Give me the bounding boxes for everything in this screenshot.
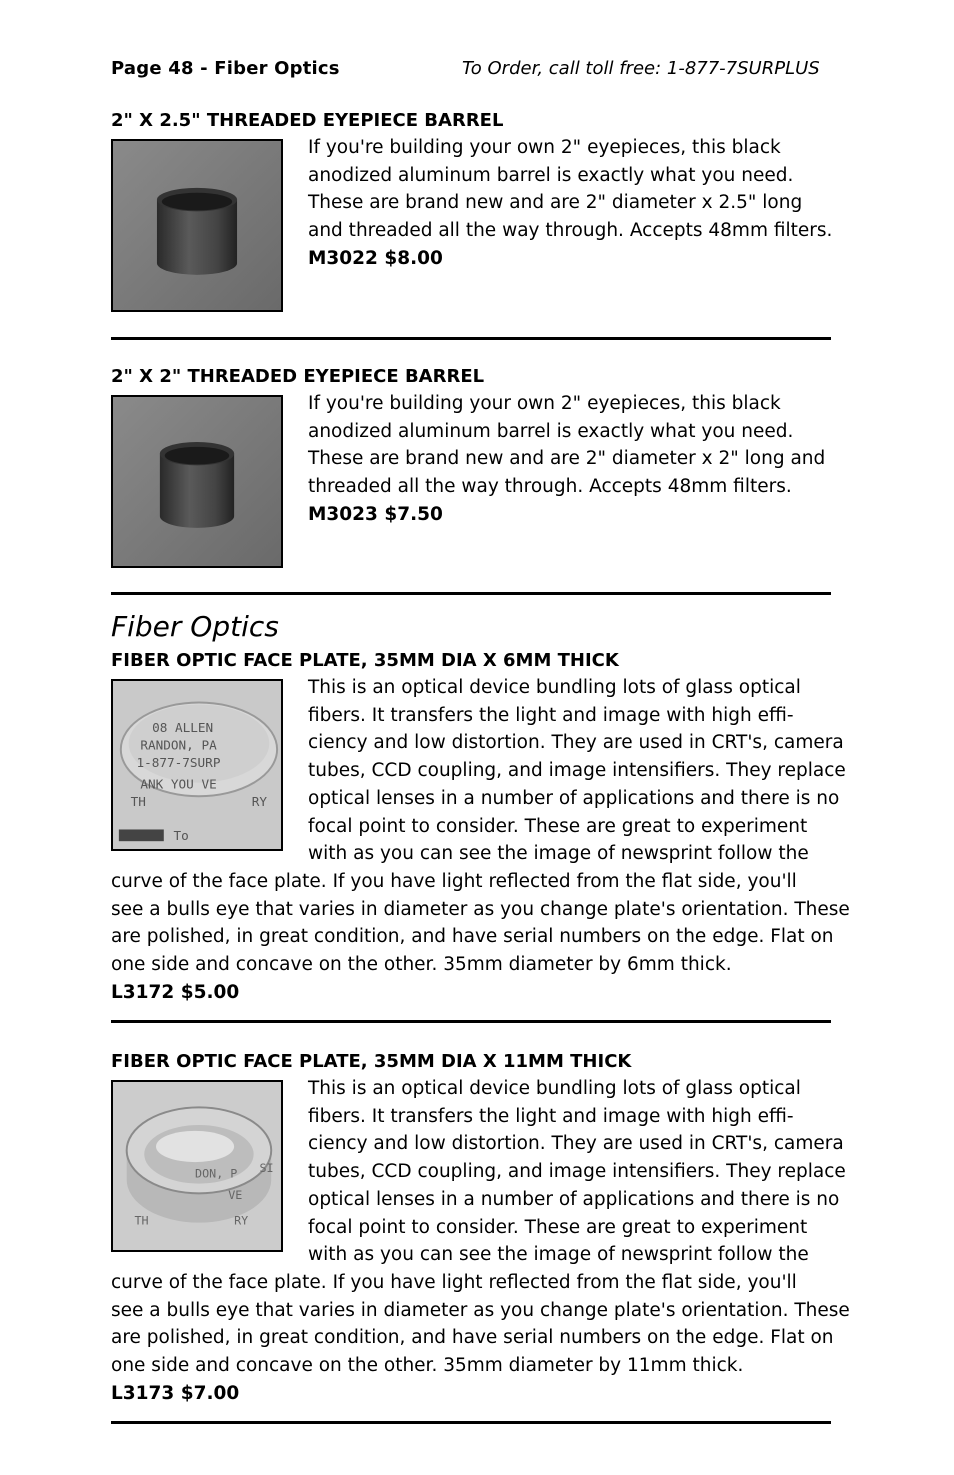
description-line: If you're building your own 2" eyepieces, this black	[308, 393, 781, 414]
product-code-price: M3022 $8.00	[308, 247, 443, 269]
product-photo-barrel	[111, 395, 283, 568]
description-line: one side and concave on the other. 35mm diameter by 6mm thick.	[111, 954, 732, 976]
description-line: curve of the face plate. If you have light reflected from the flat side, you'll	[111, 871, 797, 892]
description-line: tubes, CCD coupling, and image intensifiers. They replace	[308, 760, 846, 782]
divider	[111, 1020, 831, 1023]
divider	[111, 592, 831, 595]
face-plate-image	[113, 1082, 281, 1250]
product-title: FIBER OPTIC FACE PLATE, 35MM DIA X 6MM THICK	[111, 650, 619, 671]
print-text: 08 ALLEN	[152, 719, 214, 735]
product-description	[308, 1075, 848, 1269]
description-line: are polished, in great condition, and have serial numbers on the edge. Flat on	[111, 926, 834, 948]
description-line: These are brand new and are 2" diameter x 2.5" long	[308, 192, 803, 214]
product-code-price: M3023 $7.50	[308, 503, 443, 525]
description-line: curve of the face plate. If you have light reflected from the flat side, you'll	[111, 1272, 797, 1293]
product-description	[308, 674, 848, 868]
description-line: fibers. It transfers the light and image with high effi-	[308, 1105, 794, 1127]
barrel-image	[113, 141, 281, 310]
face-plate-image	[113, 681, 281, 849]
print-text: TH	[130, 794, 146, 810]
description-line: If you're building your own 2" eyepieces, this black	[308, 137, 781, 158]
description-line: fibers. It transfers the light and image with high effi-	[308, 704, 794, 726]
description-line: focal point to consider. These are great to experiment	[308, 815, 808, 837]
product-description-continued	[111, 1269, 851, 1408]
description-line: These are brand new and are 2" diameter x 2" long and	[308, 448, 826, 470]
description-line: This is an optical device bundling lots of glass optical	[308, 677, 801, 698]
product-description-continued	[111, 868, 851, 1007]
description-line: and threaded all the way through. Accepts 48mm filters.	[308, 220, 833, 242]
description-line: optical lenses in a number of applications and there is no	[308, 1188, 840, 1210]
print-text: SI	[259, 1160, 274, 1175]
description-line: with as you can see the image of newsprint follow the	[308, 1244, 809, 1266]
print-text: DON, P	[195, 1166, 238, 1181]
product-code-price: L3173 $7.00	[111, 1382, 240, 1404]
description-line: optical lenses in a number of applications and there is no	[308, 787, 840, 809]
divider	[111, 337, 831, 340]
product-title: 2" X 2.5" THREADED EYEPIECE BARREL	[111, 110, 504, 131]
description-line: see a bulls eye that varies in diameter as you change plate's orientation. These	[111, 898, 850, 920]
description-line: with as you can see the image of newsprint follow the	[308, 843, 809, 865]
print-text: RY	[251, 794, 267, 810]
print-text: RY	[234, 1213, 249, 1228]
product-photo-barrel	[111, 139, 283, 312]
description-line: threaded all the way through. Accepts 48mm filters.	[308, 476, 792, 498]
product-description	[308, 390, 848, 529]
description-line: one side and concave on the other. 35mm diameter by 11mm thick.	[111, 1355, 744, 1377]
print-text: 1-877-7SURP	[136, 754, 221, 770]
description-line: anodized aluminum barrel is exactly what you need.	[308, 420, 794, 442]
description-line: focal point to consider. These are great to experiment	[308, 1216, 808, 1238]
page-label: Page 48 - Fiber Optics	[111, 58, 340, 79]
order-phone-text: To Order, call toll free: 1-877-7SURPLUS	[462, 58, 820, 79]
section-heading: Fiber Optics	[111, 610, 279, 643]
description-line: ciency and low distortion. They are used in CRT's, camera	[308, 732, 844, 754]
print-text: To	[173, 828, 189, 844]
description-line: tubes, CCD coupling, and image intensifiers. They replace	[308, 1161, 846, 1183]
print-text: TH	[134, 1213, 149, 1228]
product-code-price: L3172 $5.00	[111, 981, 240, 1003]
barrel-image	[113, 397, 281, 566]
product-photo-face-plate	[111, 1080, 283, 1252]
product-description	[308, 134, 848, 273]
description-line: This is an optical device bundling lots of glass optical	[308, 1078, 801, 1099]
print-text: ANK YOU VE	[140, 776, 217, 792]
description-line: ciency and low distortion. They are used in CRT's, camera	[308, 1133, 844, 1155]
description-line: see a bulls eye that varies in diameter as you change plate's orientation. These	[111, 1299, 850, 1321]
product-title: FIBER OPTIC FACE PLATE, 35MM DIA X 11MM THICK	[111, 1051, 632, 1072]
print-text: RANDON, PA	[140, 737, 217, 753]
description-line: are polished, in great condition, and have serial numbers on the edge. Flat on	[111, 1327, 834, 1349]
print-text: VE	[228, 1188, 243, 1203]
divider	[111, 1421, 831, 1424]
product-photo-face-plate	[111, 679, 283, 851]
product-title: 2" X 2" THREADED EYEPIECE BARREL	[111, 366, 485, 387]
description-line: anodized aluminum barrel is exactly what you need.	[308, 164, 794, 186]
